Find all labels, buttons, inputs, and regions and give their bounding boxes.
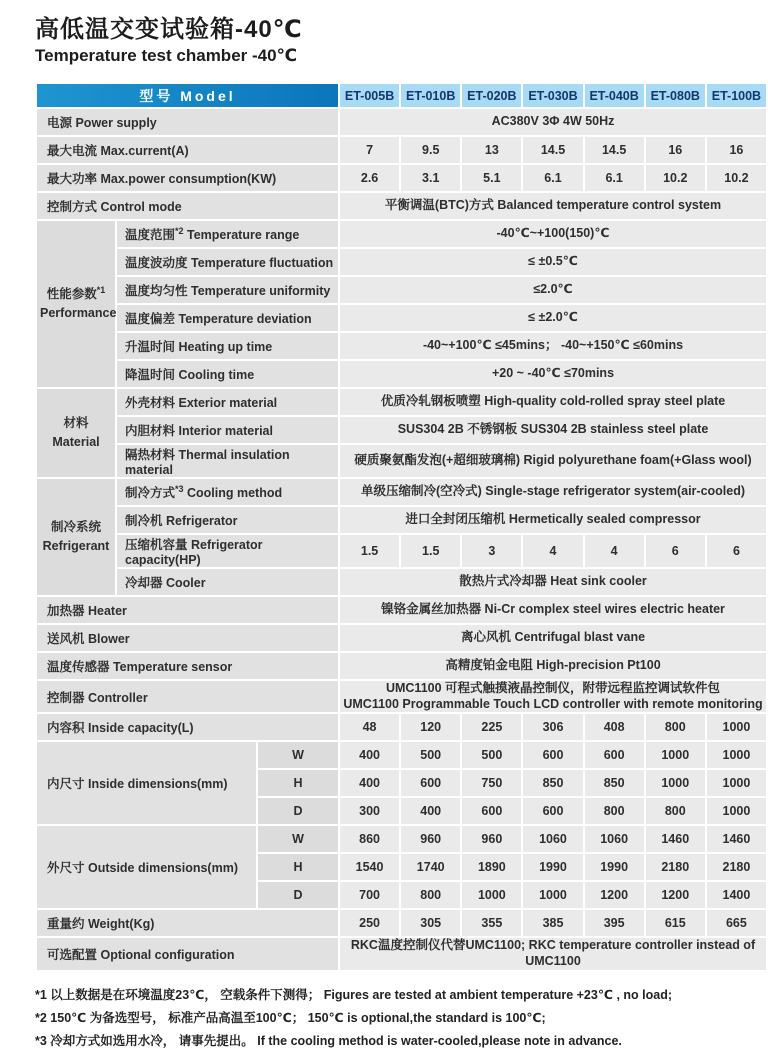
row-label: 加热器 Heater [37, 597, 338, 623]
value-cell: 13 [462, 137, 521, 163]
value-cell: 960 [401, 826, 460, 852]
table-row [37, 277, 766, 303]
value-cell: 1000 [707, 714, 766, 740]
merged-value-cell: -40~+100℃ ≤45mins； -40~+150℃ ≤60mins [340, 333, 766, 359]
table-row [37, 535, 766, 567]
merged-value-cell: ≤ ±0.5℃ [340, 249, 766, 275]
group-label-en: Performance [40, 306, 117, 321]
value-cell: 1.5 [340, 535, 399, 567]
value-cell: 305 [401, 910, 460, 936]
value-cell: 500 [401, 742, 460, 768]
merged-value-cell: 高精度铂金电阻 High-precision Pt100 [340, 653, 766, 679]
table-row [37, 109, 766, 135]
value-cell: 615 [646, 910, 705, 936]
table-row [37, 910, 766, 936]
merged-value-cell: AC380V 3Φ 4W 50Hz [340, 109, 766, 135]
row-label: 外尺寸 Outside dimensions(mm) [37, 826, 256, 908]
table-row [37, 389, 766, 415]
value-cell: 960 [462, 826, 521, 852]
row-label: 可选配置 Optional configuration [37, 938, 338, 969]
table-row [37, 361, 766, 387]
row-sublabel: 温度波动度 Temperature fluctuation [117, 249, 338, 275]
group-label [37, 221, 115, 387]
value-cell: 400 [340, 742, 399, 768]
row-label: 温度传感器 Temperature sensor [37, 653, 338, 679]
value-cell: 400 [401, 798, 460, 824]
table-row [37, 249, 766, 275]
row-sublabel: 降温时间 Cooling time [117, 361, 338, 387]
value-cell: 1000 [707, 798, 766, 824]
value-cell: 355 [462, 910, 521, 936]
value-cell: 16 [707, 137, 766, 163]
merged-value-cell: 散热片式冷却器 Heat sink cooler [340, 569, 766, 595]
model-column-header: ET-080B [646, 84, 705, 107]
row-sublabel: 温度均匀性 Temperature uniformity [117, 277, 338, 303]
model-header-row [37, 84, 766, 107]
value-cell: 408 [585, 714, 644, 740]
value-cell: 800 [646, 798, 705, 824]
table-row [37, 714, 766, 740]
footnote-line: *1 以上数据是在环境温度23℃， 空载条件下测得； Figures are tested at ambient temperature +23℃ , no load; [35, 987, 672, 1002]
value-cell: 6.1 [585, 165, 644, 191]
value-cell: 2.6 [340, 165, 399, 191]
merged-value-cell: SUS304 2B 不锈钢板 SUS304 2B stainless steel plate [340, 417, 766, 443]
value-cell: 395 [585, 910, 644, 936]
table-row [37, 569, 766, 595]
value-cell: 850 [523, 770, 582, 796]
value-cell: 500 [462, 742, 521, 768]
table-row [37, 681, 766, 712]
row-label: 最大电流 Max.current(A) [37, 137, 338, 163]
spec-table [35, 82, 768, 972]
table-row [37, 445, 766, 477]
value-cell: 600 [585, 742, 644, 768]
value-cell: 1000 [707, 770, 766, 796]
model-column-header: ET-030B [523, 84, 582, 107]
merged-value-line: UMC1100 Programmable Touch LCD controller with remote monitoring [343, 696, 763, 711]
merged-value-cell: 优质冷轧钢板喷塑 High-quality cold-rolled spray steel plate [340, 389, 766, 415]
group-label [37, 389, 115, 477]
value-cell: 48 [340, 714, 399, 740]
row-label: 控制器 Controller [37, 681, 338, 712]
value-cell: 800 [646, 714, 705, 740]
model-column-header: ET-005B [340, 84, 399, 107]
group-label-en: Material [52, 435, 100, 450]
table-row [37, 193, 766, 219]
row-sublabel: 温度偏差 Temperature deviation [117, 305, 338, 331]
table-row [37, 625, 766, 651]
value-cell: 600 [462, 798, 521, 824]
value-cell: 2180 [646, 854, 705, 880]
value-cell: 10.2 [646, 165, 705, 191]
group-label-zh: 材料 [63, 416, 89, 431]
merged-value-cell [340, 681, 766, 712]
table-row [37, 221, 766, 247]
value-cell: 5.1 [462, 165, 521, 191]
merged-value-cell: 进口全封闭压缩机 Hermetically sealed compressor [340, 507, 766, 533]
value-cell: 250 [340, 910, 399, 936]
value-cell: 1460 [707, 826, 766, 852]
merged-value-cell: -40℃~+100(150)℃ [340, 221, 766, 247]
value-cell: 1990 [585, 854, 644, 880]
merged-value-line: UMC1100 可程式触摸液晶控制仪，附带远程监控调试软件包 [385, 681, 721, 696]
footnote-line: *3 冷却方式如选用水冷， 请事先提出。 If the cooling method is water-cooled,please note in advance. [35, 1033, 622, 1048]
value-cell: 600 [523, 798, 582, 824]
row-sublabel: 冷却器 Cooler [117, 569, 338, 595]
value-cell: 860 [340, 826, 399, 852]
value-cell: 6 [646, 535, 705, 567]
value-cell: 1990 [523, 854, 582, 880]
value-cell: 1060 [585, 826, 644, 852]
value-cell: 385 [523, 910, 582, 936]
merged-value-cell: ≤2.0℃ [340, 277, 766, 303]
value-cell: 1460 [646, 826, 705, 852]
merged-value-cell: 硬质聚氨酯发泡(+超细玻璃棉) Rigid polyurethane foam(+Glass wool) [340, 445, 766, 477]
value-cell: 850 [585, 770, 644, 796]
value-cell: 4 [523, 535, 582, 567]
row-label: 重量约 Weight(Kg) [37, 910, 338, 936]
value-cell: 1890 [462, 854, 521, 880]
dimension-axis: W [258, 826, 338, 852]
merged-value-cell: 单级压缩制冷(空冷式) Single-stage refrigerator system(air-cooled) [340, 479, 766, 505]
table-row [37, 507, 766, 533]
merged-value-cell: RKC温度控制仪代替UMC1100; RKC temperature controller instead of UMC1100 [340, 938, 766, 969]
value-cell: 1540 [340, 854, 399, 880]
value-cell: 400 [340, 770, 399, 796]
table-row [37, 597, 766, 623]
row-label: 电源 Power supply [37, 109, 338, 135]
value-cell: 9.5 [401, 137, 460, 163]
value-cell: 800 [585, 798, 644, 824]
value-cell: 1000 [462, 882, 521, 908]
value-cell: 10.2 [707, 165, 766, 191]
value-cell: 1000 [707, 742, 766, 768]
row-label: 内尺寸 Inside dimensions(mm) [37, 742, 256, 824]
row-sublabel: 隔热材料 Thermal insulation material [117, 445, 338, 477]
value-cell: 3.1 [401, 165, 460, 191]
value-cell: 225 [462, 714, 521, 740]
merged-value-cell: +20 ~ -40℃ ≤70mins [340, 361, 766, 387]
group-label [37, 479, 115, 595]
value-cell: 600 [523, 742, 582, 768]
row-sublabel: 制冷方式$^{*3}$ Cooling method [117, 479, 338, 505]
dimension-axis: H [258, 770, 338, 796]
row-label: 内容积 Inside capacity(L) [37, 714, 338, 740]
footnotes [35, 984, 768, 1053]
value-cell: 6 [707, 535, 766, 567]
page-title-zh: 高低温交变试验箱-40℃ [35, 16, 303, 43]
value-cell: 14.5 [585, 137, 644, 163]
value-cell: 14.5 [523, 137, 582, 163]
table-row [37, 165, 766, 191]
merged-value-cell: 离心风机 Centrifugal blast vane [340, 625, 766, 651]
merged-value-cell: ≤ ±2.0℃ [340, 305, 766, 331]
value-cell: 1740 [401, 854, 460, 880]
merged-value-cell: 平衡调温(BTC)方式 Balanced temperature control system [340, 193, 766, 219]
table-row [37, 742, 766, 768]
table-row [37, 653, 766, 679]
group-label-en: Refrigerant [42, 539, 110, 554]
model-header-cell: 型号 Model [37, 84, 338, 107]
value-cell: 16 [646, 137, 705, 163]
value-cell: 4 [585, 535, 644, 567]
row-label: 控制方式 Control mode [37, 193, 338, 219]
value-cell: 1.5 [401, 535, 460, 567]
value-cell: 306 [523, 714, 582, 740]
value-cell: 1000 [523, 882, 582, 908]
value-cell: 1400 [707, 882, 766, 908]
row-sublabel: 压缩机容量 Refrigerator capacity(HP) [117, 535, 338, 567]
merged-value-cell: 镍铬金属丝加热器 Ni-Cr complex steel wires electric heater [340, 597, 766, 623]
row-sublabel: 升温时间 Heating up time [117, 333, 338, 359]
table-row [37, 417, 766, 443]
value-cell: 2180 [707, 854, 766, 880]
value-cell: 300 [340, 798, 399, 824]
row-sublabel: 内胆材料 Interior material [117, 417, 338, 443]
group-label-zh: 制冷系统 [50, 520, 101, 535]
table-row [37, 826, 766, 852]
value-cell: 600 [401, 770, 460, 796]
model-column-header: ET-100B [707, 84, 766, 107]
dimension-axis: H [258, 854, 338, 880]
row-sublabel: 外壳材料 Exterior material [117, 389, 338, 415]
value-cell: 700 [340, 882, 399, 908]
table-row [37, 333, 766, 359]
row-label: 最大功率 Max.power consumption(KW) [37, 165, 338, 191]
dimension-axis: W [258, 742, 338, 768]
row-sublabel: 制冷机 Refrigerator [117, 507, 338, 533]
table-row [37, 479, 766, 505]
table-row [37, 137, 766, 163]
page-title-en: Temperature test chamber -40℃ [35, 45, 298, 65]
row-sublabel: 温度范围$^{*2}$ Temperature range [117, 221, 338, 247]
model-column-header: ET-040B [585, 84, 644, 107]
value-cell: 665 [707, 910, 766, 936]
spec-table-body [37, 109, 766, 970]
value-cell: 1200 [646, 882, 705, 908]
value-cell: 800 [401, 882, 460, 908]
value-cell: 7 [340, 137, 399, 163]
value-cell: 1000 [646, 742, 705, 768]
value-cell: 1060 [523, 826, 582, 852]
group-label-zh: 性能参数$^{*1}$ [46, 285, 106, 302]
row-label: 送风机 Blower [37, 625, 338, 651]
value-cell: 120 [401, 714, 460, 740]
value-cell: 3 [462, 535, 521, 567]
table-row [37, 938, 766, 969]
value-cell: 750 [462, 770, 521, 796]
model-column-header: ET-020B [462, 84, 521, 107]
model-column-header: ET-010B [401, 84, 460, 107]
table-row [37, 305, 766, 331]
dimension-axis: D [258, 798, 338, 824]
dimension-axis: D [258, 882, 338, 908]
value-cell: 6.1 [523, 165, 582, 191]
value-cell: 1200 [585, 882, 644, 908]
value-cell: 1000 [646, 770, 705, 796]
footnote-line: *2 150℃ 为备选型号， 标准产品高温至100℃； 150℃ is optional,the standard is 100℃; [35, 1010, 546, 1025]
